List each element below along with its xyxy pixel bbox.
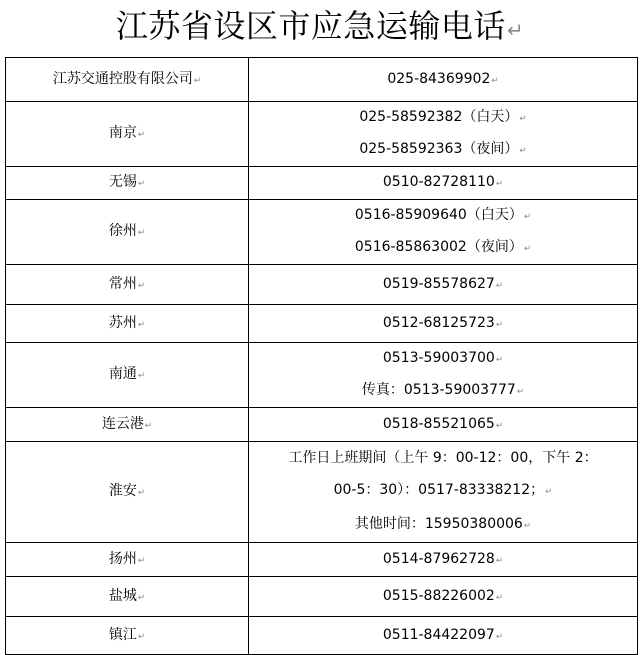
phone-text: 0516-85909640（白天） xyxy=(354,207,523,223)
phone-text: 传真：0513-59003777 xyxy=(361,382,516,398)
phone-cell xyxy=(249,577,638,617)
paragraph-mark-icon: ↵ xyxy=(495,355,504,365)
phone-text: 025-84369902 xyxy=(387,70,491,87)
phone-cell xyxy=(249,305,638,343)
paragraph-mark-icon: ↵ xyxy=(519,146,527,156)
phone-text: 0515-88226002 xyxy=(382,587,495,604)
phone-cell xyxy=(249,617,638,655)
contacts-table xyxy=(5,57,638,655)
city-name: 无锡 xyxy=(108,174,137,190)
paragraph-mark-icon: ↵ xyxy=(495,319,504,330)
paragraph-mark-icon: ↵ xyxy=(193,75,202,86)
city-cell xyxy=(6,58,249,102)
city-cell xyxy=(6,305,249,343)
phone-text: 0519-85578627 xyxy=(382,275,495,292)
phone-text: 0514-87962728 xyxy=(382,550,495,567)
paragraph-mark-icon: ↵ xyxy=(495,179,504,189)
city-name: 淮安 xyxy=(108,483,137,499)
city-cell xyxy=(6,442,249,543)
city-name: 江苏交通控股有限公司 xyxy=(52,70,193,87)
phone-text: 0516-85863002（夜间） xyxy=(354,239,523,255)
city-cell xyxy=(6,408,249,442)
city-name: 常州 xyxy=(108,275,137,292)
table-row xyxy=(6,167,638,200)
paragraph-mark-icon: ↵ xyxy=(137,319,146,330)
paragraph-mark-icon: ↵ xyxy=(523,521,532,531)
table-row xyxy=(6,617,638,655)
phone-cell xyxy=(249,543,638,577)
paragraph-mark-icon: ↵ xyxy=(523,244,532,254)
paragraph-mark-icon: ↵ xyxy=(137,228,146,238)
phone-cell xyxy=(249,167,638,200)
city-cell xyxy=(6,102,249,167)
paragraph-mark-icon: ↵ xyxy=(545,487,553,497)
city-cell xyxy=(6,577,249,617)
table-row xyxy=(6,200,638,265)
paragraph-mark-icon: ↵ xyxy=(495,631,504,642)
paragraph-mark-icon: ↵ xyxy=(506,19,525,42)
table-row xyxy=(6,442,638,543)
table-row xyxy=(6,543,638,577)
city-cell xyxy=(6,617,249,655)
paragraph-mark-icon: ↵ xyxy=(137,371,146,381)
phone-text: 其他时间：15950380006 xyxy=(354,516,523,532)
city-cell xyxy=(6,543,249,577)
phone-cell xyxy=(249,265,638,305)
city-name: 南京 xyxy=(108,125,137,141)
paragraph-mark-icon: ↵ xyxy=(137,555,146,566)
city-name: 徐州 xyxy=(108,223,137,239)
table-row xyxy=(6,408,638,442)
paragraph-mark-icon: ↵ xyxy=(523,212,532,222)
city-cell xyxy=(6,200,249,265)
phone-cell xyxy=(249,200,638,265)
city-name: 连云港 xyxy=(101,415,144,432)
city-name: 扬州 xyxy=(108,550,137,567)
phone-text: 0513-59003700 xyxy=(382,350,495,366)
city-name: 苏州 xyxy=(108,314,137,331)
phone-cell xyxy=(249,102,638,167)
phone-cell xyxy=(249,58,638,102)
phone-text: 0512-68125723 xyxy=(382,314,495,331)
city-cell xyxy=(6,167,249,200)
table-row xyxy=(6,58,638,102)
title-text: 江苏省设区市应急运输电话 xyxy=(115,7,506,45)
paragraph-mark-icon: ↵ xyxy=(491,75,499,86)
city-cell xyxy=(6,265,249,305)
table-row xyxy=(6,265,638,305)
page-title xyxy=(0,0,640,54)
paragraph-mark-icon: ↵ xyxy=(495,555,504,566)
phone-cell xyxy=(249,442,638,543)
paragraph-mark-icon: ↵ xyxy=(137,631,146,642)
table-row xyxy=(6,102,638,167)
paragraph-mark-icon: ↵ xyxy=(137,130,146,140)
phone-text: 00-5：30）：0517-83338212； xyxy=(333,482,545,498)
city-cell xyxy=(6,343,249,408)
paragraph-mark-icon: ↵ xyxy=(144,420,153,431)
phone-text: 025-58592382（白天） xyxy=(359,109,519,125)
phone-text: 0511-84422097 xyxy=(382,626,495,643)
paragraph-mark-icon: ↵ xyxy=(137,592,146,603)
city-name: 南通 xyxy=(108,366,137,382)
paragraph-mark-icon: ↵ xyxy=(495,420,504,431)
phone-text: 0518-85521065 xyxy=(382,415,495,432)
phone-text: 工作日上班期间（上午 9：00-12：00，下午 2： xyxy=(288,450,598,466)
phone-cell xyxy=(249,408,638,442)
table-row xyxy=(6,343,638,408)
table-row xyxy=(6,305,638,343)
paragraph-mark-icon: ↵ xyxy=(137,488,146,498)
table-row xyxy=(6,577,638,617)
paragraph-mark-icon: ↵ xyxy=(137,280,146,291)
phone-text: 025-58592363（夜间） xyxy=(359,141,519,157)
phone-cell xyxy=(249,343,638,408)
paragraph-mark-icon: ↵ xyxy=(516,387,525,397)
paragraph-mark-icon: ↵ xyxy=(137,179,146,189)
paragraph-mark-icon: ↵ xyxy=(495,592,504,603)
city-name: 盐城 xyxy=(108,587,137,604)
phone-text: 0510-82728110 xyxy=(382,174,495,190)
city-name: 镇江 xyxy=(108,626,137,643)
paragraph-mark-icon: ↵ xyxy=(495,280,504,291)
paragraph-mark-icon: ↵ xyxy=(519,114,527,124)
